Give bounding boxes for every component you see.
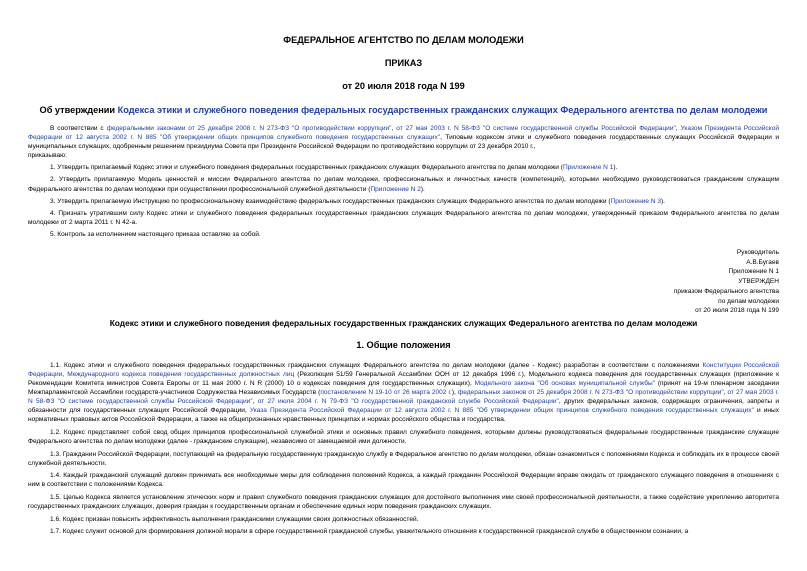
item-4: 4. Признать утратившим силу Кодекс этики и служебного поведения федеральных государственных гражданских служащих Федерального агентства по делам молодежи, утвержденный приказом Федерального агентства по делам молодежи от 2 марта 2011 г. N 42-а. — [28, 209, 779, 226]
law-58-link-2[interactable]: от 27 мая 2003 г. N 58-ФЗ "О системе государственной службы Российской Федерации" — [28, 389, 779, 406]
order-title-link[interactable]: Кодекса этики и служебного поведения федеральных государственных гражданских служащих Федерального агентства по делам молодежи — [117, 105, 768, 115]
item-2 — [28, 175, 779, 193]
approved-by-line: приказом Федерального агентства — [673, 287, 779, 295]
clause-1-4: 1.4. Каждый гражданский служащий должен принимать все необходимые меры для соблюдения положений Кодекса, а каждый гражданин Российской Федерации вправе ожидать от гражданского служащего поведения в отношениях с ним в соответствии с положениями Кодекса. — [28, 472, 779, 489]
signature-block — [28, 248, 779, 316]
decree-885-link[interactable]: Указом Президента Российской Федерации от 12 августа 2002 г. N 885 "Об утверждении общих принципов служебного поведения государственных служащих" — [28, 125, 779, 142]
clause-text: , — [62, 371, 68, 378]
law-79-link[interactable]: от 27 июля 2004 г. N 79-ФЗ "О государственной гражданской службе Российской Федерации" — [257, 398, 559, 406]
doc-date-heading: от 20 июля 2018 года N 199 — [342, 81, 465, 91]
clause-text: , — [252, 398, 258, 406]
appendix-1-link[interactable]: Приложение N 1 — [562, 164, 614, 172]
resolution-link[interactable]: постановление N 19-10 от 26 марта 2002 г. — [320, 389, 452, 397]
approved-date: от 20 июля 2018 года N 199 — [695, 307, 779, 315]
appendix-label: Приложение N 1 — [728, 268, 779, 276]
clause-text: , других федеральных законов, содержащих ограничения, запреты и обязанности для государственных служащих Российской Федерации, — [28, 398, 779, 415]
preamble-text: , — [391, 125, 397, 132]
law-58-link[interactable]: от 27 мая 2003 г. N 58-ФЗ "О системе государственной службы Российской Федерации" — [396, 125, 676, 132]
clause-1-7: 1.7. Кодекс служит основой для формирования должной морали в сфере государственной гражданской службы, уважительного отношения к государственной гражданской службе в общественном сознании, а — [50, 528, 689, 536]
clause-text: 1.1. Кодекс этики и служебного поведения федеральных государственных гражданских служащих Федерального агентства по делам молодежи (далее - Кодекс) разработан в соответствии с положениями — [50, 361, 703, 369]
item-5: 5. Контроль за исполнением настоящего приказа оставляю за собой. — [50, 230, 261, 238]
clause-text: и иных нормативных правовых актов Российской Федерации, а также на общепризнанных нравственных принципах и нормах российского общества и государства. — [28, 407, 780, 424]
clause-text: ), — [451, 389, 458, 397]
clause-text: (принят на 19-м пленарном заседании Межпарламентской Ассамблеи государств-участников Содружества Независимых Государств ( — [28, 380, 779, 397]
constitution-link[interactable]: Конституции Российской Федерации — [28, 361, 779, 378]
item-3 — [28, 197, 779, 206]
preamble-text: , Типовым кодексом этики и служебного поведения государственных служащих Российской Федерации и муниципальных служащих, одобренным решением президиума Совета при Президенте Российской Федерации по противодействию коррупции от 23 декабря 2010 г., — [28, 134, 780, 151]
intl-code-link[interactable]: Международного кодекса поведения государственных должностных лиц — [67, 371, 295, 378]
prikazyvayu-line: приказываю: — [28, 152, 67, 160]
clause-1-1 — [28, 361, 779, 424]
clause-1-6: 1.6. Кодекс призван повысить эффективность выполнения гражданскими служащими своих должностных обязанностей. — [50, 515, 419, 523]
section-heading: 1. Общие положения — [356, 339, 451, 350]
order-title — [28, 105, 779, 115]
appendix-2-link[interactable]: Приложение N 2 — [370, 185, 421, 193]
appendix-3-link[interactable]: Приложение N 3 — [610, 197, 661, 205]
approved-label: УТВЕРЖДЕН — [738, 278, 779, 286]
item-text: ). — [613, 164, 618, 172]
item-text: 2. Утвердить прилагаемую Модель ценностей и миссии Федерального агентства по делам молодежи, профессиональных и личностных качеств (компетенций), которыми необходимо руководствоваться гражданским служащим Федерального агентства по делам молодежи при осуществлении профессиональной служебной деятельности ( — [28, 176, 779, 193]
code-title: Кодекс этики и служебного поведения федеральных государственных гражданских служащих Федерального агентства по делам молодежи — [109, 317, 698, 328]
clause-1-5: 1.5. Целью Кодекса является установление этических норм и правил служебного поведения гражданских служащих для достойного выполнения ими своей профессиональной деятельности, а также содействие укреплению авторитета государственных гражданских служащих, доверия граждан к государственным органам и обеспечение единых норм поведения гражданских служащих. — [28, 493, 779, 510]
signer-name: А.В.Бугаев — [746, 258, 779, 266]
preamble-text: , — [675, 125, 681, 132]
decree-885-link-2[interactable]: Указа Президента Российской Федерации от 12 августа 2002 г. N 885 "Об утверждении общих принципов служебного поведения государственных служащих" — [249, 407, 754, 415]
preamble-paragraph — [28, 124, 779, 151]
law-273-link-2[interactable]: федеральных законов от 25 декабря 2008 г. N 273-ФЗ "О противодействии коррупции" — [457, 389, 724, 397]
law-273-link[interactable]: федеральными законами от 25 декабря 2008 г. N 273-ФЗ "О противодействии коррупции" — [106, 125, 392, 132]
order-body — [28, 124, 779, 239]
model-law-link[interactable]: Модельного закона "Об основах муниципальной службы" — [474, 380, 656, 388]
doc-type-heading: ПРИКАЗ — [384, 58, 423, 68]
item-text: 3. Утвердить прилагаемую Инструкцию по профессиональному взаимодействию федеральных государственных гражданских служащих Федерального агентства по делам молодежи ( — [50, 197, 611, 205]
clause-1-2: 1.2. Кодекс представляет собой свод общих принципов профессиональной служебной этики и основных правил служебного поведения, которыми должны руководствоваться федеральные государственные гражданские служащие Федерального агентства по делам молодежи (далее - гражданские служащие), независимо от замещаемой ими должности. — [28, 428, 779, 445]
item-text: ). — [661, 197, 665, 205]
item-text: ). — [420, 185, 425, 193]
clause-1-3: 1.3. Гражданин Российской Федерации, поступающий на федеральную государственную гражданскую службу в Федеральное агентство по делам молодежи, обязан ознакомиться с положениями Кодекса и соблюдать их в процессе своей служебной деятельности. — [28, 450, 779, 467]
clause-text: (Резолюция 51/59 Генеральной Ассамблеи ООН от 12 декабря 1996 г.), Модельного кодекса поведения для государственных служащих (приложение к Рекомендации Комитета министров Совета Европы от 11 мая 2000 г. N R (2000) 10 о кодексах поведения для государственных служащих), — [28, 371, 779, 388]
item-text: 1. Утвердить прилагаемый Кодекс этики и служебного поведения федеральных государственных гражданских служащих Федерального агентства по делам молодежи ( — [50, 164, 563, 172]
approved-by-line-2: по делам молодежи — [718, 297, 779, 305]
agency-heading: ФЕДЕРАЛЬНОЕ АГЕНТСТВО ПО ДЕЛАМ МОЛОДЕЖИ — [283, 35, 524, 45]
clause-text: , — [723, 389, 728, 397]
code-body — [28, 361, 779, 536]
order-title-prefix: Об утверждении — [39, 105, 118, 115]
item-1 — [28, 163, 779, 172]
signer-role: Руководитель — [736, 249, 779, 257]
preamble-text: В соответствии с — [50, 125, 107, 132]
